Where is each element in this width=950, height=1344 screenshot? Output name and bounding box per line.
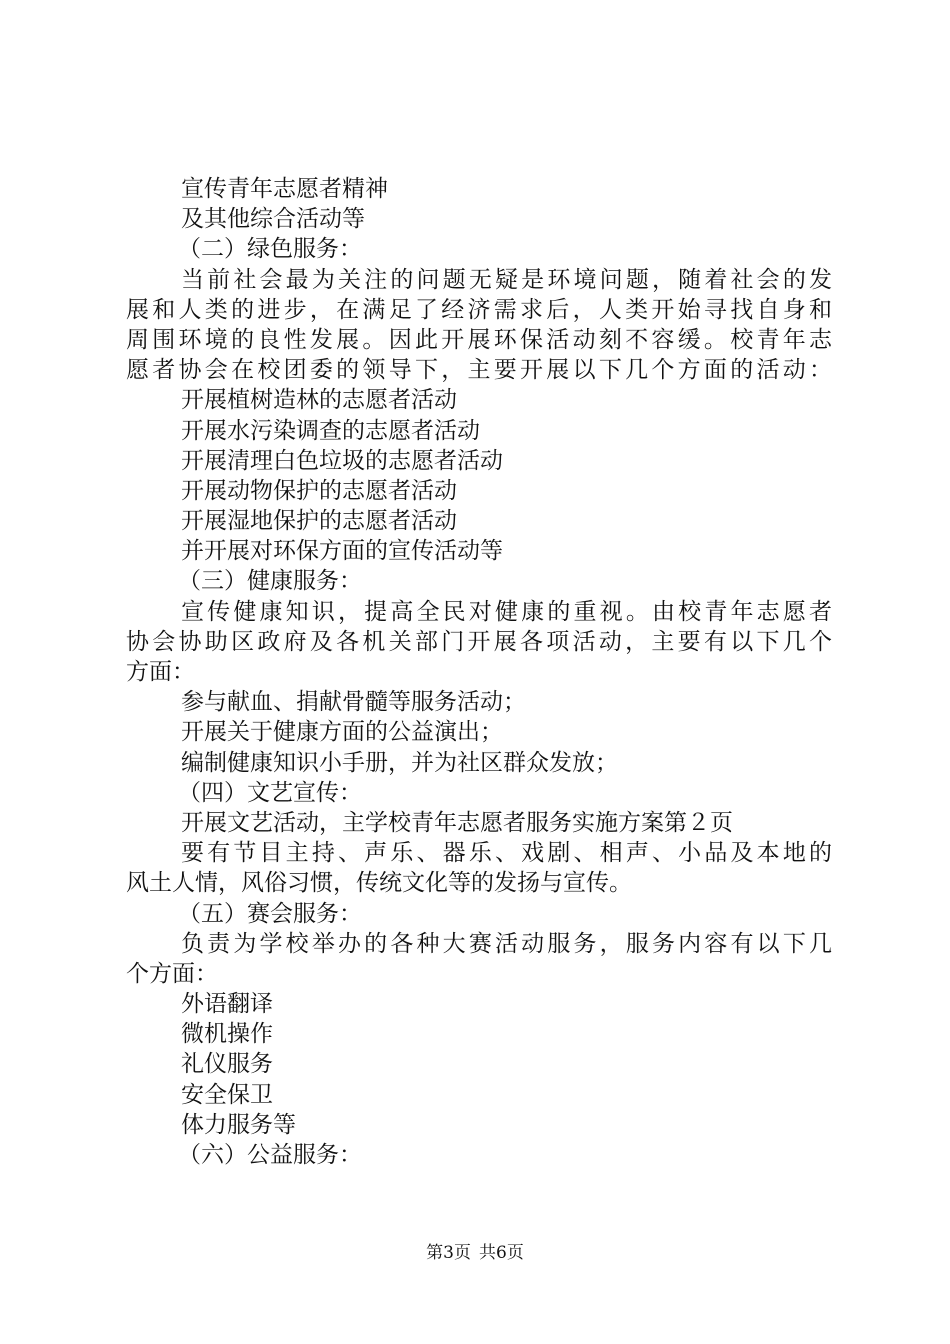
section-heading: （二）绿色服务： <box>178 236 362 263</box>
body-line: 方面： <box>126 659 195 685</box>
body-line: 安全保卫 <box>181 1081 273 1108</box>
body-line: 开展动物保护的志愿者活动 <box>181 477 457 504</box>
body-line: 个方面： <box>126 960 218 987</box>
body-line: 礼仪服务 <box>181 1051 273 1078</box>
body-line: 微机操作 <box>181 1021 273 1048</box>
body-line: 协会协助区政府及各机关部门开展各项活动，主要有以下几个 <box>126 628 832 655</box>
body-line: 编制健康知识小手册，并为社区群众发放； <box>181 749 618 776</box>
section-heading: （四）文艺宣传： <box>178 779 362 806</box>
body-line: 体力服务等 <box>181 1111 296 1138</box>
page-total: 共6页 <box>479 1243 524 1263</box>
body-line: 及其他综合活动等 <box>181 206 365 233</box>
body-line: 并开展对环保方面的宣传活动等 <box>181 538 503 565</box>
body-line: 周围环境的良性发展。因此开展环保活动刻不容缓。校青年志 <box>126 326 832 353</box>
body-line: 参与献血、捐献骨髓等服务活动； <box>181 689 526 716</box>
body-line: 宣传健康知识，提高全民对健康的重视。由校青年志愿者 <box>181 598 832 625</box>
body-line: 开展清理白色垃圾的志愿者活动 <box>181 447 503 474</box>
body-line: 开展关于健康方面的公益演出； <box>181 719 503 746</box>
section-heading: （五）赛会服务： <box>178 900 362 927</box>
body-line: 当前社会最为关注的问题无疑是环境问题，随着社会的发 <box>181 266 832 293</box>
body-line: 开展植树造林的志愿者活动 <box>181 387 457 414</box>
body-line: 宣传青年志愿者精神 <box>181 176 388 202</box>
body-line: 风土人情，风俗习惯，传统文化等的发扬与宣传。 <box>126 870 632 897</box>
body-line: 愿者协会在校团委的领导下，主要开展以下几个方面的活动： <box>126 357 832 384</box>
document-body <box>126 174 832 1170</box>
body-line: 负责为学校举办的各种大赛活动服务，服务内容有以下几 <box>181 930 832 957</box>
body-line: 开展水污染调查的志愿者活动 <box>181 417 480 444</box>
section-heading: （六）公益服务： <box>178 1142 362 1168</box>
page-footer <box>0 1243 950 1263</box>
body-line: 外语翻译 <box>181 991 273 1018</box>
body-line: 开展文艺活动，主学校青年志愿者服务实施方案第２页 <box>181 809 733 836</box>
body-line: 展和人类的进步，在满足了经济需求后，人类开始寻找自身和 <box>126 296 832 323</box>
page-number: 第3页 <box>426 1243 471 1263</box>
body-line: 开展湿地保护的志愿者活动 <box>181 508 457 535</box>
section-heading: （三）健康服务： <box>178 568 362 595</box>
body-line: 要有节目主持、声乐、器乐、戏剧、相声、小品及本地的 <box>181 840 832 867</box>
